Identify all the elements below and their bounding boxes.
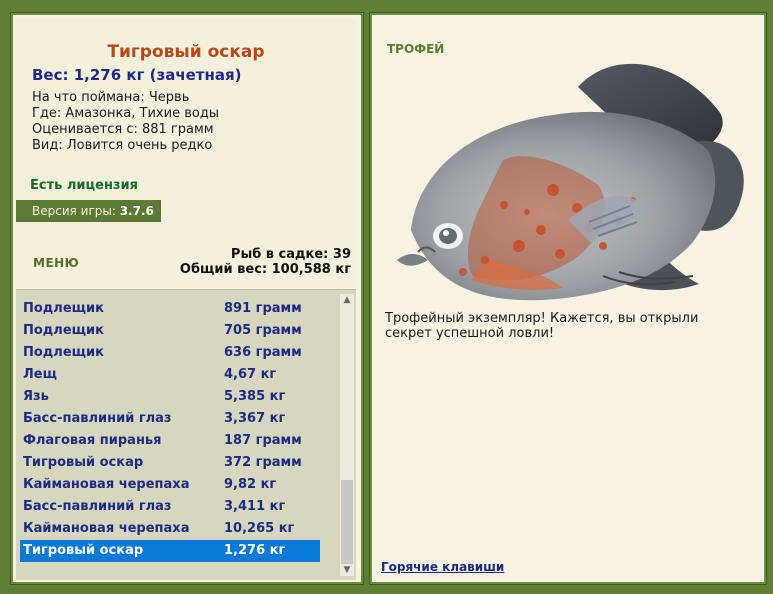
fish-details xyxy=(32,90,219,154)
catch-weight: 4,67 кг xyxy=(224,367,277,382)
catch-list-scrollbar[interactable] xyxy=(340,294,354,576)
version-badge xyxy=(16,200,161,222)
catch-weight: 3,367 кг xyxy=(224,411,286,426)
catch-name: Басс-павлиний глаз xyxy=(23,411,172,426)
catch-weight: 1,276 кг xyxy=(224,543,286,558)
catch-row[interactable] xyxy=(20,298,320,320)
catch-row[interactable] xyxy=(20,386,320,408)
catch-row[interactable] xyxy=(20,518,320,540)
catch-row[interactable] xyxy=(20,408,320,430)
catch-name: Флаговая пиранья xyxy=(23,433,162,448)
catch-row[interactable] xyxy=(20,452,320,474)
catch-name: Тигровый оскар xyxy=(23,455,144,470)
catch-name: Язь xyxy=(23,389,49,404)
fish-location: Где: Амазонка, Тихие воды xyxy=(32,106,220,121)
trophy-panel xyxy=(375,18,759,579)
catch-row[interactable] xyxy=(20,320,320,342)
catch-name: Каймановая черепаха xyxy=(23,521,190,536)
catch-row[interactable] xyxy=(20,342,320,364)
catch-list-panel xyxy=(16,289,356,580)
fish-species: Вид: Ловится очень редко xyxy=(32,138,213,153)
catch-name: Каймановая черепаха xyxy=(23,477,190,492)
catch-row-selected[interactable] xyxy=(20,540,320,562)
license-status: Есть лицензия xyxy=(30,178,138,193)
fish-weight: Вес: 1,276 кг (зачетная) xyxy=(32,66,242,84)
catch-row[interactable] xyxy=(20,496,320,518)
catch-weight: 372 грамм xyxy=(224,455,302,470)
catch-name: Подлещик xyxy=(23,323,104,338)
catch-name: Подлещик xyxy=(23,345,104,360)
fish-image xyxy=(393,40,753,310)
catch-name: Лещ xyxy=(23,367,57,382)
catch-name: Тигровый оскар xyxy=(23,543,144,558)
catch-weight: 636 грамм xyxy=(224,345,302,360)
keepnet-total-weight: Общий вес: 100,588 кг xyxy=(179,262,351,277)
trophy-message: Трофейный экземпляр! Кажется, вы открыли секрет успешной ловли! xyxy=(385,311,699,341)
catch-name: Подлещик xyxy=(23,301,104,316)
menu-button[interactable]: МЕНЮ xyxy=(33,256,80,270)
version-value: 3.7.6 xyxy=(119,204,154,218)
scroll-thumb[interactable] xyxy=(341,480,353,564)
hotkeys-link[interactable]: Горячие клавиши xyxy=(381,560,505,574)
catch-weight: 9,82 кг xyxy=(224,477,277,492)
catch-weight: 10,265 кг xyxy=(224,521,295,536)
catch-name: Басс-павлиний глаз xyxy=(23,499,172,514)
catch-weight: 5,385 кг xyxy=(224,389,286,404)
keepnet-summary xyxy=(180,247,351,277)
catch-row[interactable] xyxy=(20,364,320,386)
trophy-label: ТРОФЕЙ xyxy=(387,42,445,56)
fish-bait: На что поймана: Червь xyxy=(32,90,190,105)
version-label: Версия игры: xyxy=(32,204,116,218)
catch-weight: 187 грамм xyxy=(224,433,302,448)
catch-row[interactable] xyxy=(20,430,320,452)
fish-value: Оценивается с: 881 грамм xyxy=(32,122,214,137)
catch-row[interactable] xyxy=(20,474,320,496)
fish-title: Тигровый оскар xyxy=(107,42,265,62)
catch-weight: 3,411 кг xyxy=(224,499,286,514)
scroll-down-arrow-icon[interactable]: ▼ xyxy=(343,565,351,575)
keepnet-count: Рыб в садке: 39 xyxy=(230,247,351,262)
catch-weight: 891 грамм xyxy=(224,301,302,316)
catch-list xyxy=(20,298,320,562)
scroll-up-arrow-icon[interactable]: ▲ xyxy=(343,295,351,305)
fish-info-panel xyxy=(16,18,356,288)
catch-weight: 705 грамм xyxy=(224,323,302,338)
